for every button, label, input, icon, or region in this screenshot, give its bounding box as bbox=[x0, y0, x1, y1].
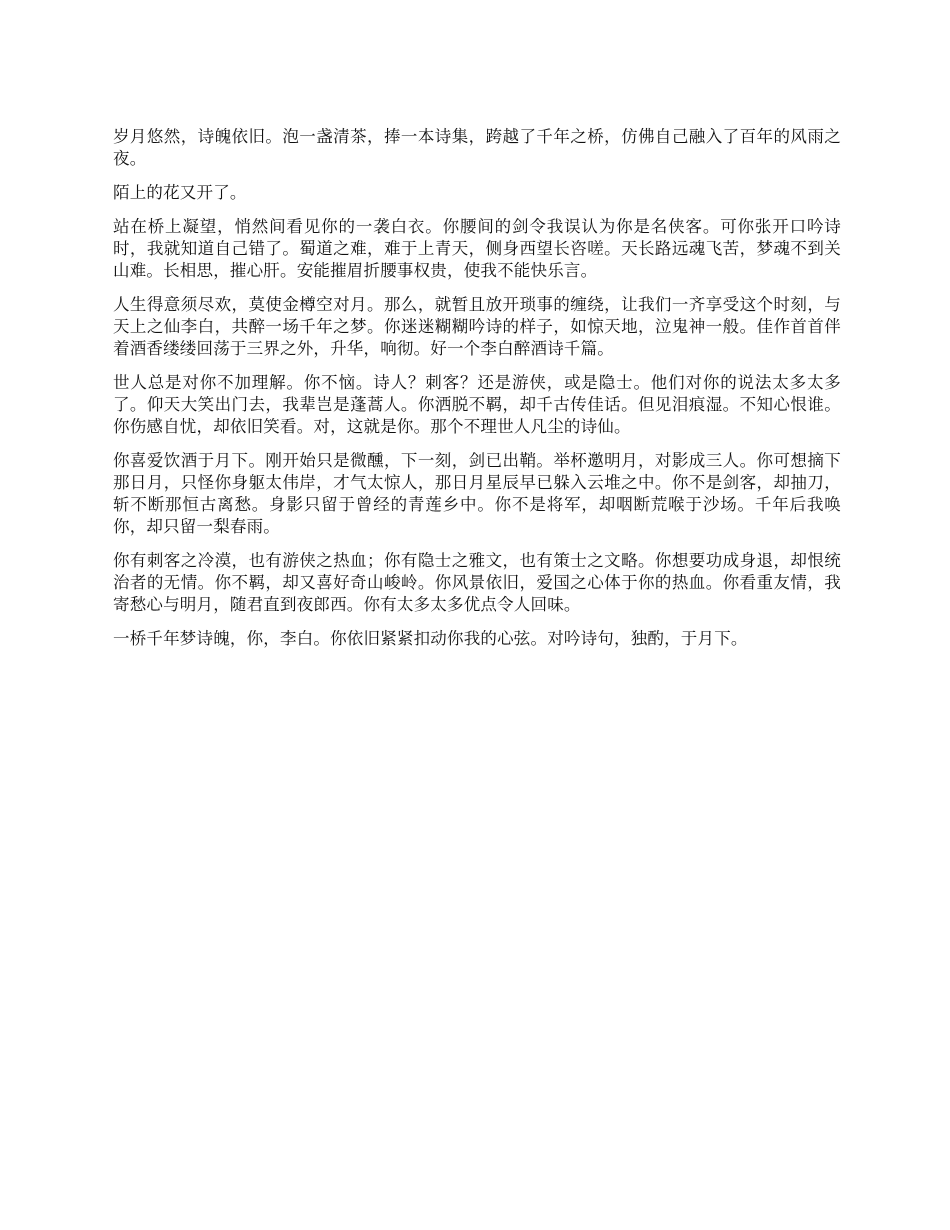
paragraph-5: 世人总是对你不加理解。你不恼。诗人？刺客？还是游侠，或是隐士。他们对你的说法太多太多了。仰天大笑出门去，我辈岂是蓬蒿人。你洒脱不羁，却千古传佳话。但见泪痕湿。不知心恨谁。你伤感自忧，却依旧笑看。对，这就是你。那个不理世人凡尘的诗仙。 bbox=[113, 373, 841, 436]
paragraph-7: 你有刺客之冷漠，也有游侠之热血；你有隐士之雅文，也有策士之文略。你想要功成身退，却恨统治者的无情。你不羁，却又喜好奇山峻岭。你风景依旧，爱国之心体于你的热血。你看重友情，我寄愁心与明月，随君直到夜郎西。你有太多太多优点令人回味。 bbox=[113, 551, 841, 614]
paragraph-2: 陌上的花又开了。 bbox=[113, 183, 247, 202]
paragraph-8: 一桥千年梦诗魄，你，李白。你依旧紧紧扣动你我的心弦。对吟诗句，独酌，于月下。 bbox=[113, 629, 748, 648]
paragraph-6: 你喜爱饮酒于月下。刚开始只是微醺，下一刻，剑已出鞘。举杯邀明月，对影成三人。你可想摘下那日月，只怪你身躯太伟岸，才气太惊人，那日月星辰早已躲入云堆之中。你不是剑客，却抽刀，斩不断那恒古离愁。身影只留于曾经的青莲乡中。你不是将军，却咽断荒喉于沙场。千年后我唤你，却只留一梨春雨。 bbox=[113, 451, 841, 536]
document-body bbox=[113, 126, 841, 662]
paragraph-4: 人生得意须尽欢，莫使金樽空对月。那么，就暂且放开琐事的缠绕，让我们一齐享受这个时刻，与天上之仙李白，共醉一场千年之梦。你迷迷糊糊吟诗的样子，如惊天地，泣鬼神一般。佳作首首伴着酒香缕缕回荡于三界之外，升华，响彻。好一个李白醉酒诗千篇。 bbox=[113, 295, 841, 358]
paragraph-1: 岁月悠然，诗魄依旧。泡一盏清茶，捧一本诗集，跨越了千年之桥，仿佛自己融入了百年的风雨之夜。 bbox=[113, 127, 841, 168]
paragraph-3: 站在桥上凝望，悄然间看见你的一袭白衣。你腰间的剑令我误认为你是名侠客。可你张开口吟诗时，我就知道自己错了。蜀道之难，难于上青天，侧身西望长咨嗟。天长路远魂飞苦，梦魂不到关山难。长相思，摧心肝。安能摧眉折腰事权贵，使我不能快乐言。 bbox=[113, 217, 841, 280]
